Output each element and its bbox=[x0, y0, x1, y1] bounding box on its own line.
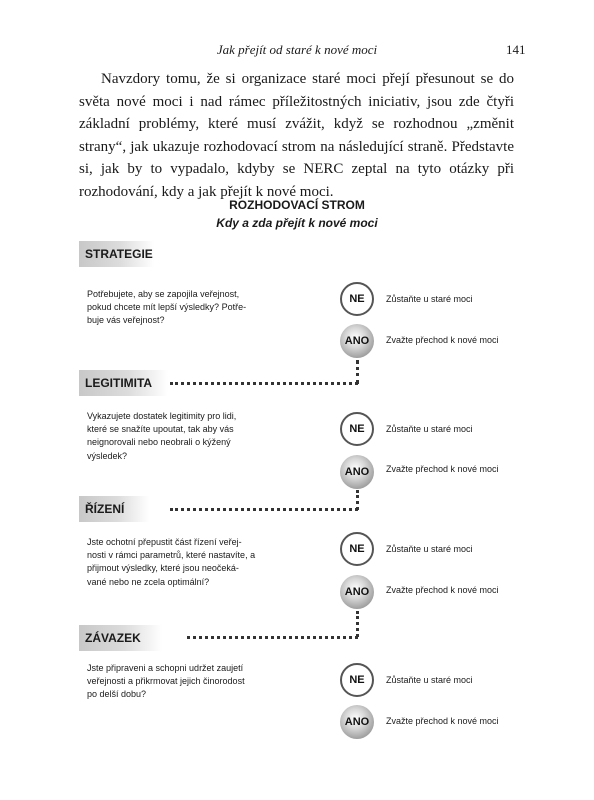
question-strategy: Potřebujete, aby se zapojila veřejnost, pokud chcete mít lepší výsledky? Potře-buje vás veřejnost? bbox=[87, 289, 247, 326]
yes-answer-commitment: Zvažte přechod k nové moci bbox=[386, 716, 499, 726]
connector-horizontal-2 bbox=[170, 508, 358, 511]
decision-tree-subtitle: Kdy a zda přejít k nové moci bbox=[216, 216, 378, 230]
connector-horizontal-1 bbox=[170, 382, 358, 385]
question-commitment: Jste připraveni a schopni udržet zaujetí veřejnosti a přikrmovat jejich činorodost po delší dobu? bbox=[87, 663, 245, 700]
connector-horizontal-3 bbox=[187, 636, 358, 639]
section-label-strategy: STRATEGIE bbox=[79, 241, 154, 267]
intro-paragraph: Navzdory tomu, že si organizace staré moci přejí přesunout se do světa nové moci i nad rámec příležitostných iniciativ, jsou zde čtyři základní problémy, které musí zvážit, když se rozhodnou „změnit strany“, jak ukazuje rozhodovací strom na následující straně. Představte si, jak by to vypadalo, kdyby se NERC zeptal na tyto otázky při rozhodování, kdy a jak přejít k nové moci. bbox=[79, 71, 514, 200]
connector-vertical-3 bbox=[356, 611, 359, 637]
section-label-commitment: ZÁVAZEK bbox=[79, 625, 162, 651]
no-answer-legitimacy: Zůstaňte u staré moci bbox=[386, 424, 473, 434]
connector-vertical-1 bbox=[356, 360, 359, 384]
yes-node-strategy: ANO bbox=[340, 324, 374, 358]
yes-node-control: ANO bbox=[340, 575, 374, 609]
no-answer-strategy: Zůstaňte u staré moci bbox=[386, 294, 473, 304]
yes-answer-legitimacy: Zvažte přechod k nové moci bbox=[386, 464, 499, 474]
yes-node-legitimacy: ANO bbox=[340, 455, 374, 489]
no-node-legitimacy: NE bbox=[340, 412, 374, 446]
question-control: Jste ochotní přepustit část řízení veřej-nosti v rámci parametrů, které nastavíte, a přijmout výsledky, které jsou neočeká-vané nebo ne zcela optimální? bbox=[87, 537, 256, 587]
question-legitimacy: Vykazujete dostatek legitimity pro lidi, které se snažíte upoutat, tak aby vás neignorovali nebo neobrali o kýžený výsledek? bbox=[87, 411, 237, 461]
page-number: 141 bbox=[506, 42, 526, 57]
no-node-commitment: NE bbox=[340, 663, 374, 697]
yes-answer-control: Zvažte přechod k nové moci bbox=[386, 585, 499, 595]
running-header-title: Jak přejít od staré k nové moci bbox=[216, 42, 378, 57]
yes-node-commitment: ANO bbox=[340, 705, 374, 739]
no-node-control: NE bbox=[340, 532, 374, 566]
no-node-strategy: NE bbox=[340, 282, 374, 316]
yes-answer-strategy: Zvažte přechod k nové moci bbox=[386, 335, 499, 345]
decision-tree-title: ROZHODOVACÍ STROM bbox=[229, 198, 365, 212]
no-answer-control: Zůstaňte u staré moci bbox=[386, 544, 473, 554]
connector-vertical-2 bbox=[356, 490, 359, 510]
section-label-control: ŘÍZENÍ bbox=[79, 496, 149, 522]
section-label-legitimacy: LEGITIMITA bbox=[79, 370, 168, 396]
no-answer-commitment: Zůstaňte u staré moci bbox=[386, 675, 473, 685]
